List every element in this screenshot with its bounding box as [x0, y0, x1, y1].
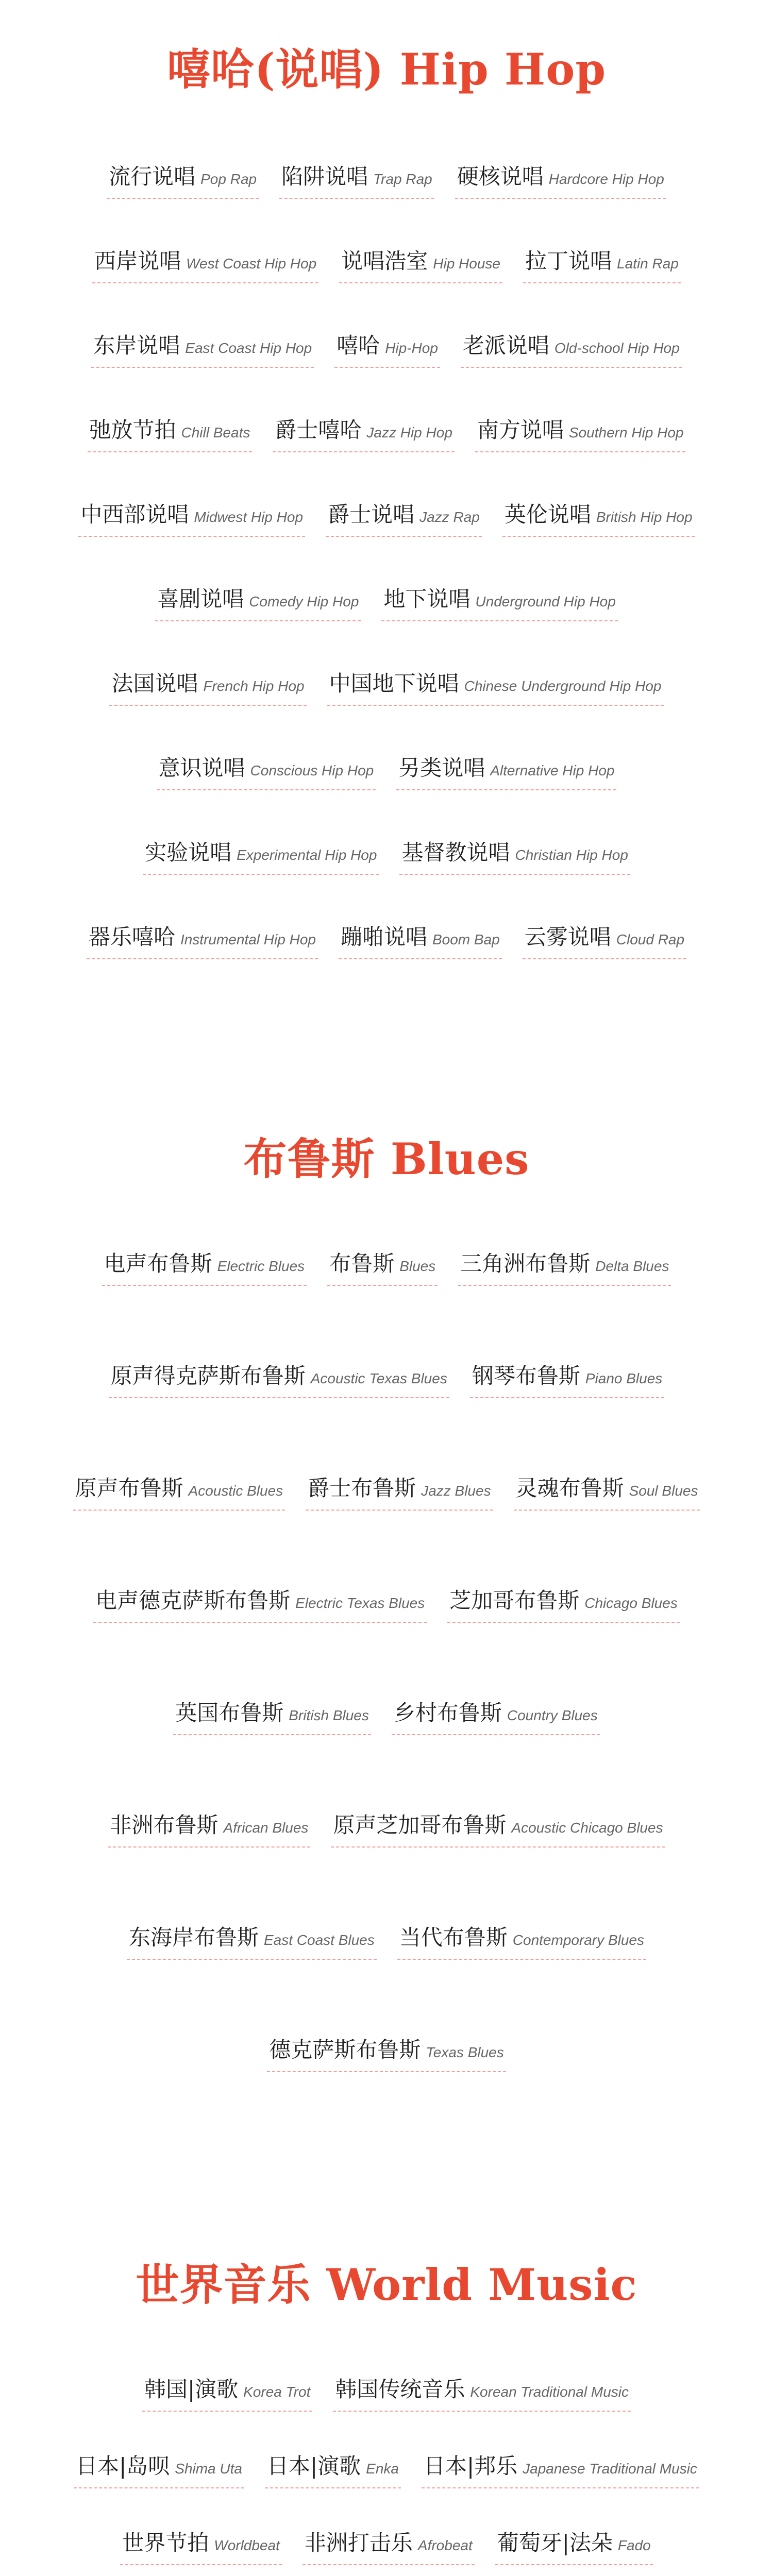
- genre-tag-en-label: Boom Bap: [432, 931, 500, 947]
- genre-tag-en-label: Experimental Hip Hop: [237, 847, 377, 863]
- genre-tag-zh-label: 中国地下说唱: [329, 671, 459, 696]
- genre-tag-en-label: Pop Rap: [200, 171, 257, 187]
- genre-tag-boom-bap[interactable]: [339, 920, 502, 959]
- section-title: 世界音乐 World Music: [136, 2259, 637, 2310]
- genre-tag-en-label: Acoustic Blues: [188, 1483, 283, 1499]
- genre-tag-zh-label: 说唱浩室: [341, 248, 428, 274]
- genre-tag-en-label: Hardcore Hip Hop: [548, 171, 664, 187]
- genre-tag-zh-label: 三角洲布鲁斯: [460, 1251, 591, 1276]
- genre-tag-en-label: French Hip Hop: [203, 678, 305, 694]
- tag-row: [0, 836, 773, 875]
- genre-tag-zh-label: 弛放节拍: [89, 417, 176, 443]
- genre-tag-en-label: Country Blues: [507, 1707, 598, 1723]
- genre-tag-soul-blues[interactable]: [514, 1471, 700, 1511]
- genre-tag-cloud-rap[interactable]: [523, 920, 686, 959]
- genre-tag-en-label: Acoustic Texas Blues: [310, 1370, 447, 1386]
- section-title: 布鲁斯 Blues: [243, 1133, 530, 1184]
- genre-tag-zh-label: 地下说唱: [383, 586, 470, 612]
- genre-tag-shima-uta[interactable]: [74, 2449, 244, 2488]
- genre-tag-zh-label: 蹦啪说唱: [340, 924, 427, 950]
- genre-tag-zh-label: 硬核说唱: [457, 164, 544, 189]
- genre-tag-en-label: Contemporary Blues: [512, 1932, 645, 1948]
- tag-row: [0, 920, 773, 959]
- genre-tag-old-school-hip-hop[interactable]: [461, 329, 682, 368]
- genre-tag-en-label: Conscious Hip Hop: [250, 762, 374, 778]
- tag-row: [0, 2033, 773, 2072]
- genre-tag-zh-label: 钢琴布鲁斯: [472, 1363, 580, 1388]
- genre-tag-zh-label: 意识说唱: [158, 755, 245, 781]
- genre-tag-en-label: Korea Trot: [243, 2384, 311, 2400]
- genre-tag-zh-label: 电声德克萨斯布鲁斯: [95, 1588, 291, 1613]
- genre-tag-en-label: Delta Blues: [595, 1258, 669, 1274]
- genre-tag-acoustic-blues[interactable]: [73, 1471, 285, 1511]
- genre-tag-zh-label: 非洲打击乐: [304, 2530, 413, 2555]
- genre-tag-zh-label: 陷阱说唱: [281, 164, 368, 189]
- genre-tag-zh-label: 拉丁说唱: [525, 248, 612, 274]
- tag-row: [0, 2449, 773, 2488]
- genre-tag-zh-label: 日本|演歌: [266, 2453, 361, 2479]
- genre-tag-southern-hip-hop[interactable]: [475, 413, 686, 452]
- genre-tag-zh-label: 另类说唱: [398, 755, 485, 781]
- genre-tag-jazz-hip-hop[interactable]: [273, 413, 455, 452]
- genre-tag-en-label: Alternative Hip Hop: [490, 762, 615, 778]
- genre-tag-en-label: Christian Hip Hop: [515, 847, 628, 863]
- genre-tag-zh-label: 东海岸布鲁斯: [128, 1925, 259, 1950]
- genre-tag-en-label: Hip House: [433, 256, 500, 272]
- genre-tag-east-coast-blues[interactable]: [127, 1921, 377, 1960]
- genre-tag-en-label: Worldbeat: [214, 2537, 280, 2553]
- genre-tag-texas-blues[interactable]: [267, 2033, 506, 2072]
- genre-tag-zh-label: 爵士说唱: [328, 502, 415, 527]
- genre-tag-zh-label: 基督教说唱: [401, 840, 510, 865]
- genre-tag-en-label: Japanese Traditional Music: [523, 2461, 697, 2477]
- genre-tag-afrobeat[interactable]: [303, 2526, 475, 2565]
- genre-tag-en-label: Soul Blues: [629, 1483, 698, 1499]
- genre-tag-en-label: Acoustic Chicago Blues: [511, 1820, 663, 1836]
- section-title: 嘻哈(说唱) Hip Hop: [166, 44, 607, 95]
- genre-tag-zh-label: 日本|邦乐: [423, 2453, 518, 2479]
- tag-row: [0, 1471, 773, 1511]
- genre-tag-en-label: Afrobeat: [417, 2537, 473, 2553]
- genre-tag-pop-rap[interactable]: [107, 160, 259, 199]
- genre-tag-zh-label: 英国布鲁斯: [175, 1700, 284, 1725]
- genre-tag-zh-label: 器乐嘻哈: [88, 924, 175, 950]
- genre-tag-en-label: British Hip Hop: [596, 509, 693, 525]
- genre-tag-zh-label: 云雾说唱: [524, 924, 611, 950]
- genre-tag-piano-blues[interactable]: [470, 1359, 664, 1398]
- genre-tag-en-label: Underground Hip Hop: [475, 594, 616, 609]
- genre-tag-enka[interactable]: [265, 2449, 401, 2488]
- genre-tag-en-label: Piano Blues: [585, 1370, 663, 1386]
- genre-tag-instrumental-hip-hop[interactable]: [87, 920, 318, 959]
- genre-tag-en-label: Hip-Hop: [385, 340, 438, 356]
- genre-tag-en-label: Jazz Hip Hop: [366, 425, 452, 440]
- genre-tag-en-label: Enka: [366, 2461, 399, 2477]
- genre-tag-en-label: Fado: [617, 2537, 651, 2553]
- genre-tag-jazz-blues[interactable]: [306, 1471, 493, 1511]
- genre-tag-zh-label: 世界节拍: [122, 2530, 209, 2555]
- genre-tag-zh-label: 爵士嘻哈: [275, 417, 362, 443]
- genre-tag-zh-label: 原声布鲁斯: [75, 1476, 183, 1501]
- genre-tag-worldbeat[interactable]: [120, 2526, 282, 2565]
- tag-row: [0, 498, 773, 537]
- genre-tag-en-label: Chill Beats: [181, 425, 250, 440]
- genre-tag-zh-label: 日本|岛呗: [76, 2453, 170, 2479]
- genre-tag-zh-label: 葡萄牙|法朵: [497, 2530, 613, 2555]
- genre-tag-en-label: Electric Blues: [217, 1258, 305, 1274]
- genre-tag-trap-rap[interactable]: [279, 160, 434, 199]
- genre-tag-blues[interactable]: [327, 1247, 438, 1286]
- genre-tag-zh-label: 东岸说唱: [93, 333, 180, 358]
- tag-row: [0, 1584, 773, 1623]
- genre-tag-zh-label: 原声芝加哥布鲁斯: [333, 1812, 507, 1838]
- genre-tag-en-label: Jazz Blues: [421, 1483, 491, 1499]
- genre-tag-zh-label: 中西部说唱: [80, 502, 189, 527]
- genre-tag-zh-label: 非洲布鲁斯: [110, 1812, 219, 1838]
- genre-tag-en-label: Blues: [399, 1258, 436, 1274]
- genre-tag-zh-label: 当代布鲁斯: [399, 1925, 508, 1950]
- genre-tag-zh-label: 韩国|演歌: [144, 2377, 239, 2402]
- genre-tag-french-hip-hop[interactable]: [109, 667, 306, 706]
- genre-tag-christian-hip-hop[interactable]: [399, 836, 630, 875]
- genre-tag-en-label: Texas Blues: [426, 2044, 504, 2060]
- genre-tag-en-label: Southern Hip Hop: [568, 425, 684, 440]
- tag-row: [0, 2372, 773, 2412]
- genre-tag-african-blues[interactable]: [108, 1808, 310, 1848]
- genre-tag-en-label: Electric Texas Blues: [295, 1595, 425, 1611]
- genre-tag-en-label: Trap Rap: [373, 171, 432, 187]
- genre-tag-acoustic-chicago-blues[interactable]: [331, 1808, 665, 1848]
- genre-tag-underground-hip-hop[interactable]: [381, 582, 617, 621]
- genre-tag-en-label: Jazz Rap: [419, 509, 480, 525]
- genre-tag-en-label: Instrumental Hip Hop: [180, 931, 316, 947]
- genre-tag-acoustic-texas-blues[interactable]: [109, 1359, 449, 1398]
- tag-row: [0, 1247, 773, 1286]
- genre-tag-zh-label: 喜剧说唱: [157, 586, 244, 612]
- genre-tag-zh-label: 电声布鲁斯: [104, 1251, 212, 1276]
- genre-tag-zh-label: 原声得克萨斯布鲁斯: [110, 1363, 306, 1388]
- genre-tag-en-label: British Blues: [289, 1707, 369, 1723]
- genre-tag-hip-house[interactable]: [339, 244, 502, 283]
- tag-row: [0, 1808, 773, 1848]
- genre-tag-zh-label: 实验说唱: [145, 840, 232, 865]
- tag-row: [0, 751, 773, 790]
- tag-row: [0, 413, 773, 452]
- genre-tag-zh-label: 老派说唱: [462, 333, 549, 358]
- genre-tag-en-label: Korean Traditional Music: [470, 2384, 629, 2400]
- genre-tag-zh-label: 布鲁斯: [329, 1251, 395, 1276]
- genre-tag-delta-blues[interactable]: [458, 1247, 671, 1286]
- genre-tag-zh-label: 嘻哈: [337, 333, 380, 358]
- genre-tag-en-label: Latin Rap: [617, 256, 679, 272]
- genre-tag-zh-label: 法国说唱: [111, 671, 198, 696]
- genre-tag-british-blues[interactable]: [173, 1696, 371, 1735]
- genre-tag-zh-label: 韩国传统音乐: [335, 2377, 465, 2402]
- tag-row: [0, 1359, 773, 1398]
- genre-tag-en-label: Shima Uta: [175, 2461, 242, 2477]
- genre-tag-experimental-hip-hop[interactable]: [143, 836, 379, 875]
- genre-tag-en-label: Cloud Rap: [616, 931, 685, 947]
- genre-tag-midwest-hip-hop[interactable]: [78, 498, 305, 537]
- genre-tag-zh-label: 德克萨斯布鲁斯: [269, 2037, 421, 2062]
- genre-tag-en-label: East Coast Hip Hop: [185, 340, 312, 356]
- genre-tag-korean-traditional-music[interactable]: [333, 2372, 631, 2412]
- genre-tag-chicago-blues[interactable]: [447, 1584, 680, 1623]
- genre-tag-chill-beats[interactable]: [88, 413, 253, 452]
- genre-tag-electric-blues[interactable]: [102, 1247, 307, 1286]
- genre-tag-british-hip-hop[interactable]: [502, 498, 695, 537]
- genre-tag-jazz-rap[interactable]: [326, 498, 482, 537]
- genre-tag-en-label: Comedy Hip Hop: [249, 594, 359, 609]
- genre-tag-west-coast-hip-hop[interactable]: [92, 244, 318, 283]
- tag-row: [0, 1696, 773, 1735]
- genre-tag-alternative-hip-hop[interactable]: [396, 751, 616, 790]
- genre-tag-zh-label: 南方说唱: [477, 417, 564, 443]
- tag-row: [0, 160, 773, 199]
- genre-tag-en-label: East Coast Blues: [263, 1932, 375, 1948]
- genre-tag-fado[interactable]: [495, 2526, 653, 2565]
- genre-tag-zh-label: 灵魂布鲁斯: [515, 1476, 624, 1501]
- genre-tag-country-blues[interactable]: [392, 1696, 600, 1735]
- genre-tag-contemporary-blues[interactable]: [397, 1921, 646, 1960]
- genre-tag-zh-label: 流行说唱: [109, 164, 196, 189]
- genre-tag-zh-label: 芝加哥布鲁斯: [449, 1588, 580, 1613]
- tag-row: [0, 667, 773, 706]
- genre-tag-zh-label: 爵士布鲁斯: [308, 1476, 416, 1501]
- genre-tag-comedy-hip-hop[interactable]: [155, 582, 361, 621]
- genre-tag-chinese-underground-hip-hop[interactable]: [327, 667, 664, 706]
- genre-tag-en-label: Chinese Underground Hip Hop: [464, 678, 662, 694]
- tag-row: [0, 329, 773, 368]
- genre-tag-en-label: West Coast Hip Hop: [186, 256, 317, 272]
- genre-tag-en-label: Chicago Blues: [584, 1595, 678, 1611]
- genre-tag-zh-label: 乡村布鲁斯: [393, 1700, 502, 1725]
- genre-tag-zh-label: 英伦说唱: [504, 502, 591, 527]
- genre-tag-hip-hop[interactable]: [334, 329, 440, 368]
- genre-tag-electric-texas-blues[interactable]: [93, 1584, 427, 1623]
- genre-tag-en-label: African Blues: [223, 1820, 309, 1836]
- genre-tag-east-coast-hip-hop[interactable]: [91, 329, 314, 368]
- tag-row: [0, 1921, 773, 1960]
- tag-row: [0, 244, 773, 283]
- genre-tag-latin-rap[interactable]: [523, 244, 681, 283]
- tag-row: [0, 2526, 773, 2565]
- genre-tag-hardcore-hip-hop[interactable]: [455, 160, 666, 199]
- genre-tag-korea-trot[interactable]: [142, 2372, 312, 2412]
- genre-tag-zh-label: 西岸说唱: [94, 248, 181, 274]
- genre-tag-conscious-hip-hop[interactable]: [157, 751, 376, 790]
- genre-tag-en-label: Midwest Hip Hop: [194, 509, 304, 525]
- tag-row: [0, 582, 773, 621]
- genre-tag-en-label: Old-school Hip Hop: [554, 340, 680, 356]
- genre-tag-japanese-traditional-music[interactable]: [422, 2449, 699, 2488]
